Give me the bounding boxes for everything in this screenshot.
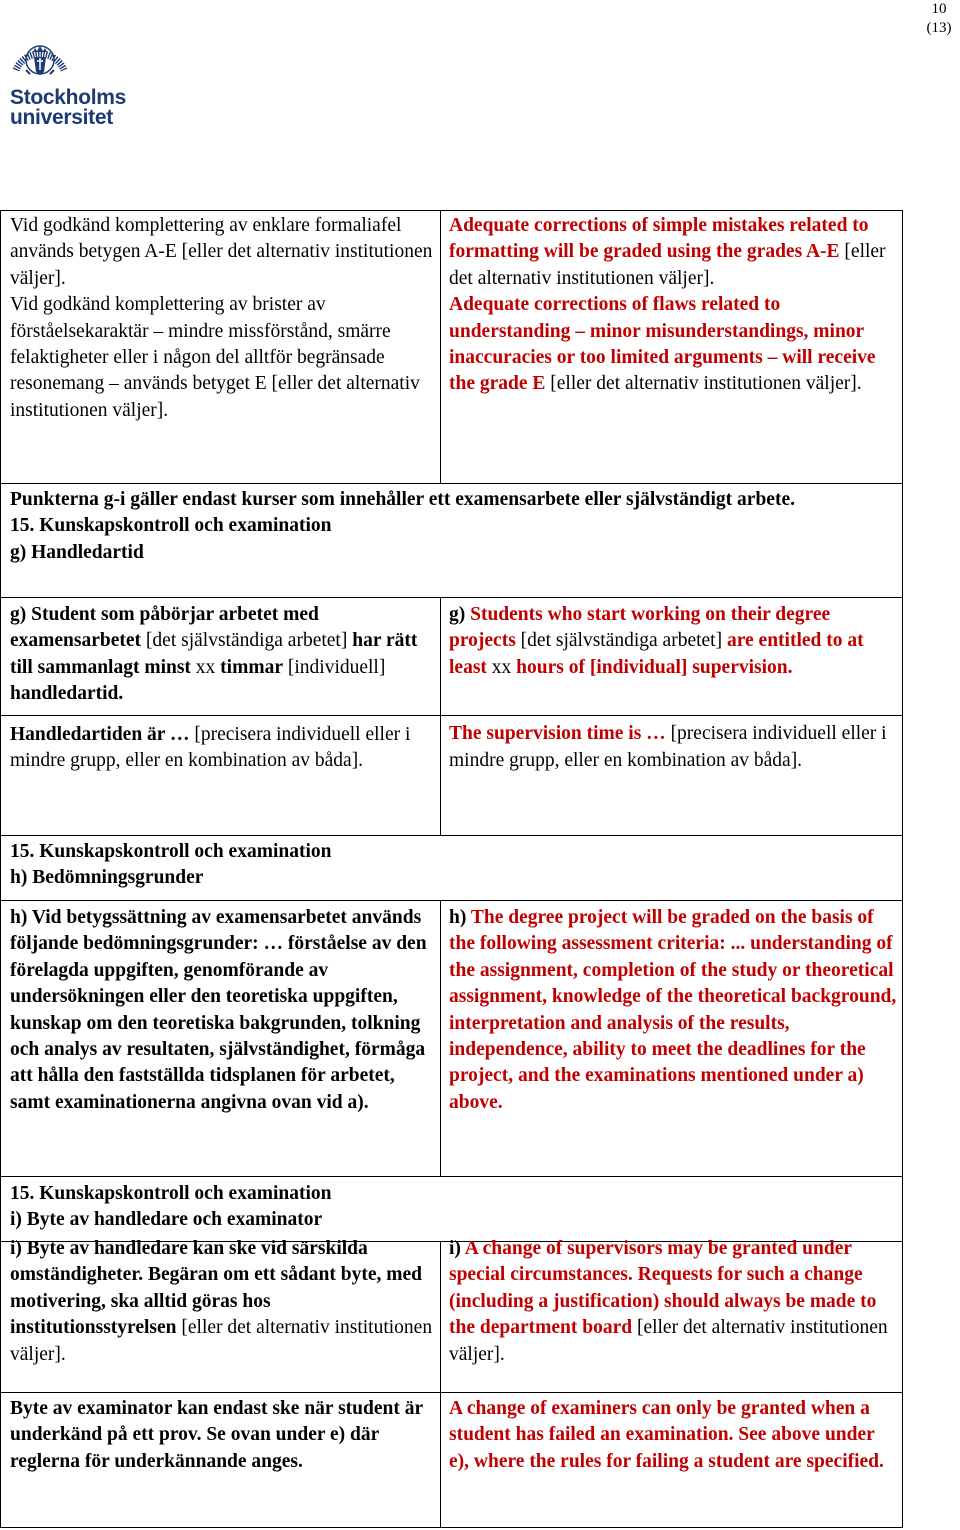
row1-english-p1: Adequate corrections of simple mistakes related to formatting will be graded using the grades A-E [449,215,869,263]
section-g-swedish-p2: Handledartiden är … [precisera individuell eller i mindre grupp, eller en kombination av båda]. [10,723,411,772]
row-divider [0,597,903,598]
regulations-table [0,210,903,1528]
section-g-english-cell [449,602,897,774]
stockholm-university-logo [8,30,136,130]
row-divider [0,1392,903,1393]
section-g-english-p2: The supervision time is … [precisera individuell eller i mindre grupp, eller en kombination av båda]. [449,723,887,771]
section-i-english-cell-1 [449,1236,897,1368]
section-i-english-cell-2 [449,1396,897,1475]
section-h-english-cell [449,905,897,1116]
section-h-swedish-cell [10,905,436,1116]
table-border-top [0,210,903,211]
section-i-swedish-cell-2 [10,1396,436,1475]
section-i-subheading: i) Byte av handledare och examinator [10,1209,323,1231]
section-i-swedish-p1: i) Byte av handledare kan ske vid särskilda omständigheter. Begäran om ett sådant byte, med motivering, ska alltid göras hos institutionsstyrelsen [eller det alternativ institutionen väljer]. [10,1238,433,1365]
column-divider [440,210,441,483]
row1-english-p2-bracket: [eller det alternativ institutionen väljer]. [545,373,862,395]
row1-swedish-cell [10,213,436,424]
section-h-heading: 15. Kunskapskontroll och examination [10,841,332,862]
table-border-left [0,210,1,1528]
row1-swedish-p2: Vid godkänd komplettering av brister av förståelsekaraktär – mindre missförstånd, smärre felaktigheter eller i någon del alltför begränsade resonemang – används betyget E [eller det alternativ institutionen väljer]. [10,294,420,421]
logo-wordmark-line1: Stockholms [10,86,127,109]
page-number-current: 10 [931,1,947,17]
row1-english-p1-bracket: [eller det alternativ institutionen väljer]. [449,241,886,289]
section-g-heading: 15. Kunskapskontroll och examination [10,515,332,537]
row-divider [0,1176,903,1177]
column-divider [440,1241,441,1527]
section-i-swedish-p2: Byte av examinator kan endast ske när student är underkänd på ett prov. Se ovan under e) där reglerna för underkännande anges. [10,1398,423,1472]
university-seal-icon [8,30,72,88]
section-h-subheading: h) Bedömningsgrunder [10,867,204,889]
section-i-english-p1: i) A change of supervisors may be granted under special circumstances. Requests for such a change (including a justification) should always be made to the department board [eller det alternativ institutionen väljer]. [449,1238,888,1365]
section-h-heading-cell [10,839,890,892]
page-number-total: (13) [926,20,952,36]
table-border-bottom [0,1527,903,1528]
degree-project-note-cell [10,487,890,566]
table-border-right [902,210,903,1528]
section-h-swedish-text: h) Vid betygssättning av examensarbetet används följande bedömningsgrunder: … förståelse av den förelagda uppgiften, genomförande av undersökningen eller den teoretiska uppgiften, kunskap om den teoretiska bakgrunden, tolkning och analys av resultaten, självständighet, förmåga att hålla den fastställda tidsplanen för arbetet, samt examinationerna angivna ovan vid a). [10,907,427,1113]
section-i-swedish-cell-1 [10,1236,436,1368]
page-number [922,0,956,38]
row1-english-cell [449,213,897,398]
column-divider [440,597,441,835]
row1-english-p2: Adequate corrections of flaws related to understanding – minor misunderstandings, minor inaccuracies or too limited arguments – will receive the grade E [449,294,876,395]
section-g-subheading: g) Handledartid [10,541,144,563]
section-i-heading-cell [10,1181,890,1234]
section-g-swedish-p1: g) Student som påbörjar arbetet med examensarbetet [det självständiga arbetet] har rätt till sammanlagt minst xx timmar [individuell] handledartid. [10,604,418,705]
row-divider [0,835,903,836]
section-i-heading: 15. Kunskapskontroll och examination [10,1183,332,1204]
row1-swedish-p1: Vid godkänd komplettering av enklare formaliafel används betygen A-E [eller det alternativ institutionen väljer]. [10,215,433,289]
section-g-swedish-cell [10,602,436,774]
row-divider [0,483,903,484]
logo-wordmark-line2: universitet [10,106,113,129]
degree-project-note: Punkterna g-i gäller endast kurser som innehåller ett examensarbete eller självständigt arbete. [10,489,795,510]
column-divider [440,900,441,1176]
section-i-english-p2: A change of examiners can only be granted when a student has failed an examination. See above under e), where the rules for failing a student are specified. [449,1398,884,1472]
row-divider [0,900,903,901]
section-h-english-text: h) The degree project will be graded on the basis of the following assessment criteria: ... understanding of the assignment, completion of the study or theoretical assignment, knowledge of the theoretical background, interpretation and analysis of the results, independence, ability to meet the deadlines for the project, and the examinations mentioned under a) above. [449,907,897,1113]
section-g-english-p1: g) Students who start working on their degree projects [det självständiga arbetet] are entitled to at least xx hours of [individual] supervision. [449,604,864,678]
